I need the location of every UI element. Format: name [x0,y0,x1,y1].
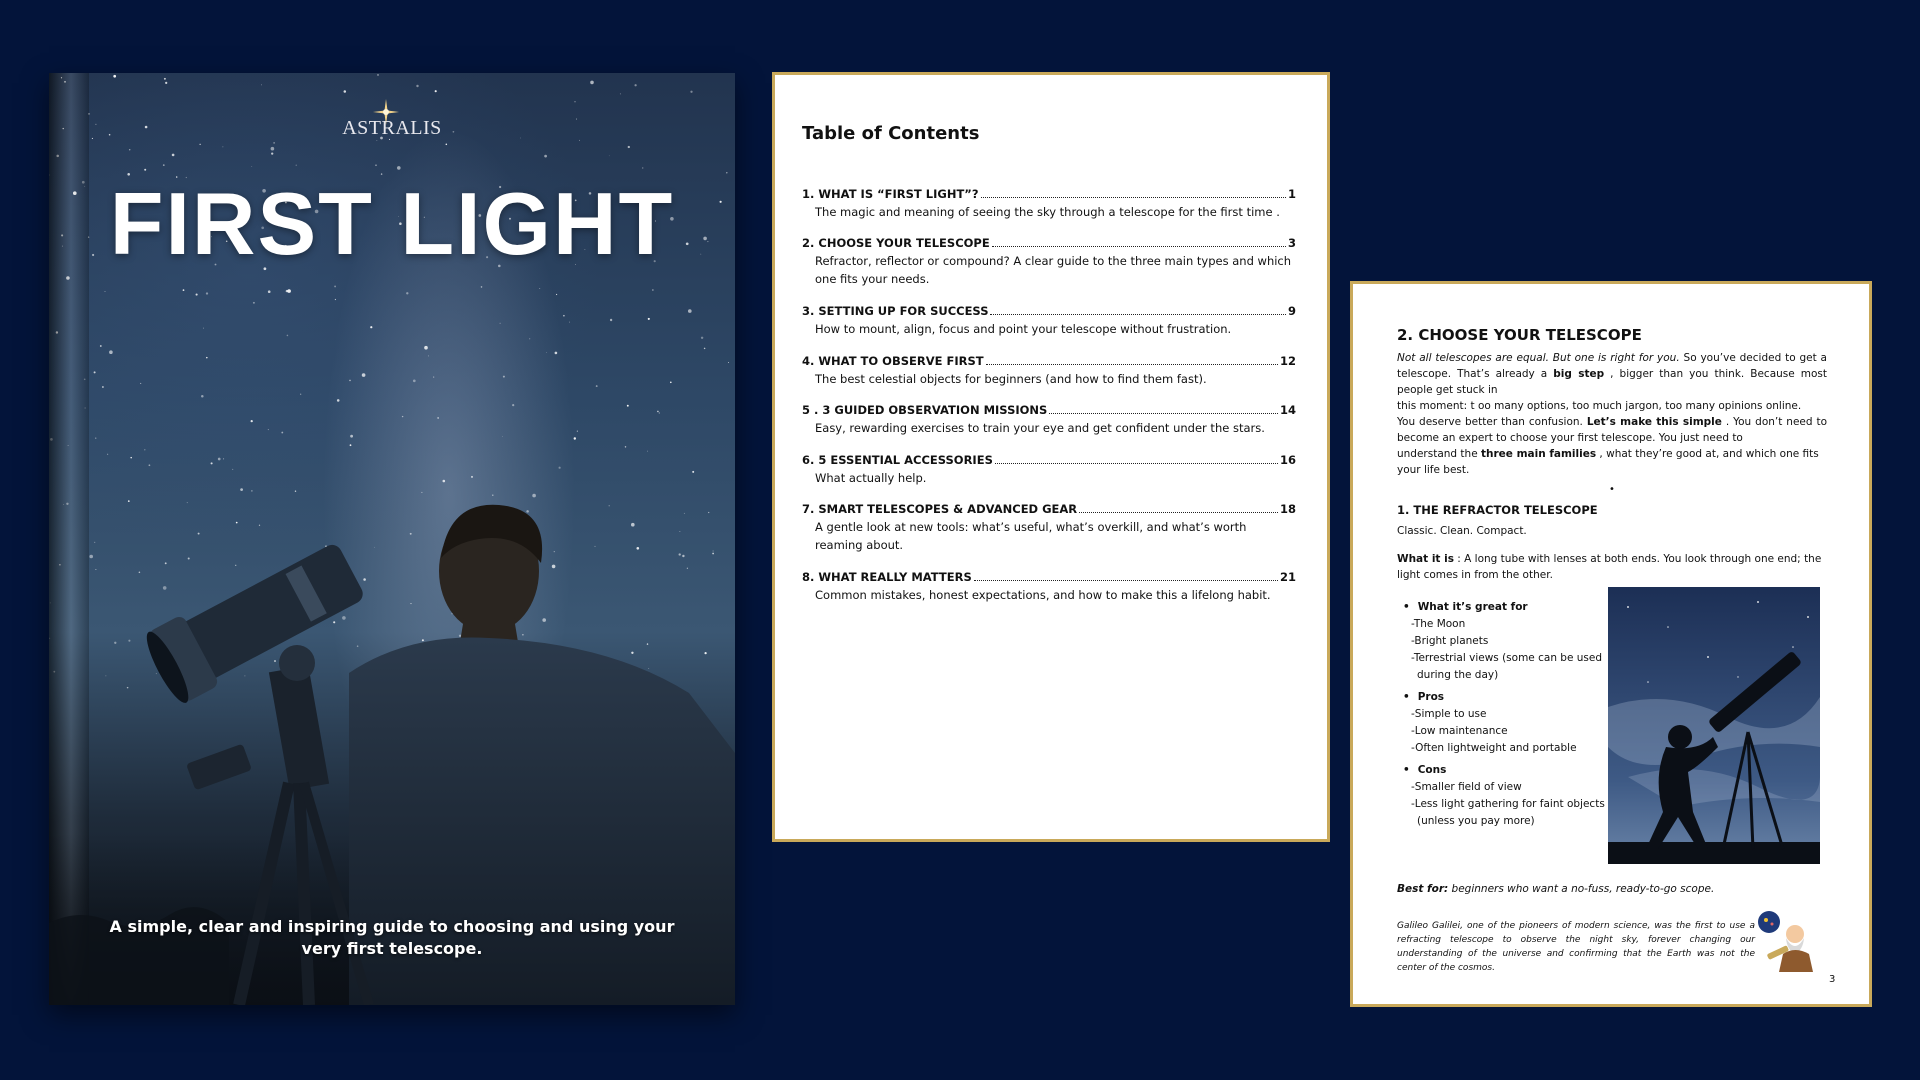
galileo-illustration-icon [1757,910,1821,974]
toc-entry-description: Common mistakes, honest expectations, and how to make this a lifelong habit. [815,588,1271,602]
toc-entry-description: How to mount, align, focus and point your telescope without frustration. [815,322,1232,336]
leader-dots [1049,413,1278,414]
toc-entry[interactable] [802,187,1296,221]
toc-entry[interactable] [802,354,1296,388]
toc-entry-title: 7. SMART TELESCOPES & ADVANCED GEAR [802,502,1078,516]
chapter-page [1350,281,1872,1007]
chapter-paragraph: understand the three main families , what they’re good at, and which one fits your life best. [1397,448,1819,476]
toc-entry-page: 1 [1287,187,1296,201]
table-of-contents-page [772,72,1330,842]
toc-entry-title: 5 . 3 GUIDED OBSERVATION MISSIONS [802,403,1048,417]
bullet-heading: • Pros [1403,689,1607,706]
list-item: during the day) [1417,669,1499,681]
toc-entry[interactable] [802,304,1296,338]
leader-dots [974,580,1278,581]
refractor-telescope-photo [1608,587,1820,864]
leader-dots [1079,512,1278,513]
toc-entry-title: 3. SETTING UP FOR SUCCESS [802,304,989,318]
toc-entry-page: 12 [1279,354,1296,368]
toc-entry-description: The best celestial objects for beginners (and how to find them fast). [815,372,1207,386]
list-item: (unless you pay more) [1417,815,1535,827]
bullet-list [1397,599,1607,835]
chapter-paragraph: You deserve better than confusion. Let’s make this simple . You don’t need to become an expert to choose your first telescope. You just need to [1397,416,1828,444]
brand-logo: ASTRALIS [342,117,442,139]
chapter-paragraph: this moment: t oo many options, too much jargon, too many opinions online. [1397,400,1802,412]
toc-entry-description: The magic and meaning of seeing the sky through a telescope for the first time . [815,205,1280,219]
leader-dots [992,246,1286,247]
chapter-title: 2. CHOOSE YOUR TELESCOPE [1397,326,1642,344]
toc-entry[interactable] [802,502,1296,554]
toc-entry-description: What actually help. [815,471,927,485]
list-item: -The Moon [1411,618,1466,630]
leader-dots [981,197,1286,198]
toc-entry-title: 1. WHAT IS “FIRST LIGHT”? [802,187,979,201]
bullet-heading: • Cons [1403,762,1607,779]
toc-entry-description: A gentle look at new tools: what’s useful, what’s overkill, and what’s worth reaming about. [815,520,1247,552]
toc-heading: Table of Contents [802,123,980,144]
toc-entry-page: 18 [1279,502,1296,516]
section-tagline: Classic. Clean. Compact. [1397,525,1527,537]
toc-entry-title: 6. 5 ESSENTIAL ACCESSORIES [802,453,993,467]
list-item: -Less light gathering for faint objects [1411,798,1605,810]
list-item: -Smaller field of view [1411,781,1522,793]
list-item: -Low maintenance [1411,725,1508,737]
list-item: -Terrestrial views (some can be used [1411,652,1603,664]
list-item: -Often lightweight and portable [1411,742,1577,754]
toc-entry-title: 8. WHAT REALLY MATTERS [802,570,972,584]
toc-entry-page: 9 [1287,304,1296,318]
toc-entry-description: Easy, rewarding exercises to train your eye and get confident under the stars. [815,421,1265,435]
cover-subtitle: A simple, clear and inspiring guide to choosing and using your very first telescope. [109,917,675,958]
list-item: -Simple to use [1411,708,1487,720]
toc-entry[interactable] [802,570,1296,604]
toc-entry-title: 4. WHAT TO OBSERVE FIRST [802,354,984,368]
toc-entry-page: 21 [1279,570,1296,584]
best-for: Best for: beginners who want a no-fuss, ready-to-go scope. [1397,883,1715,895]
separator-dot: • [1609,484,1615,495]
book-cover [49,73,735,1005]
chapter-intro: Not all telescopes are equal. But one is right for you. So you’ve decided to get a telescope. That’s already a big step , bigger than you think. Because most people get stuck in [1397,352,1827,396]
what-it-is: What it is : A long tube with lenses at both ends. You look through one end; the light comes in from the other. [1397,553,1822,581]
leader-dots [990,314,1286,315]
cover-title: FIRST LIGHT [109,174,675,273]
leader-dots [986,364,1278,365]
toc-entry-page: 14 [1279,403,1296,417]
leader-dots [995,463,1278,464]
page-number: 3 [1829,974,1836,985]
toc-entry-description: Refractor, reflector or compound? A clear guide to the three main types and which one fits your needs. [815,254,1292,286]
section-title: 1. THE REFRACTOR TELESCOPE [1397,503,1598,517]
toc-entry[interactable] [802,453,1296,487]
refractor-details [1397,587,1827,877]
toc-entry-title: 2. CHOOSE YOUR TELESCOPE [802,236,990,250]
toc-entry-page: 16 [1279,453,1296,467]
toc-entry-page: 3 [1287,236,1296,250]
toc-entry[interactable] [802,403,1296,437]
toc-entry[interactable] [802,236,1296,288]
galileo-quote: Galileo Galilei, one of the pioneers of modern science, was the first to use a refracting telescope to observe the night sky, forever changing our understanding of the universe and confirming that the Earth was not the center of the cosmos. [1397,921,1755,973]
bullet-heading: • What it’s great for [1403,599,1607,616]
list-item: -Bright planets [1411,635,1489,647]
